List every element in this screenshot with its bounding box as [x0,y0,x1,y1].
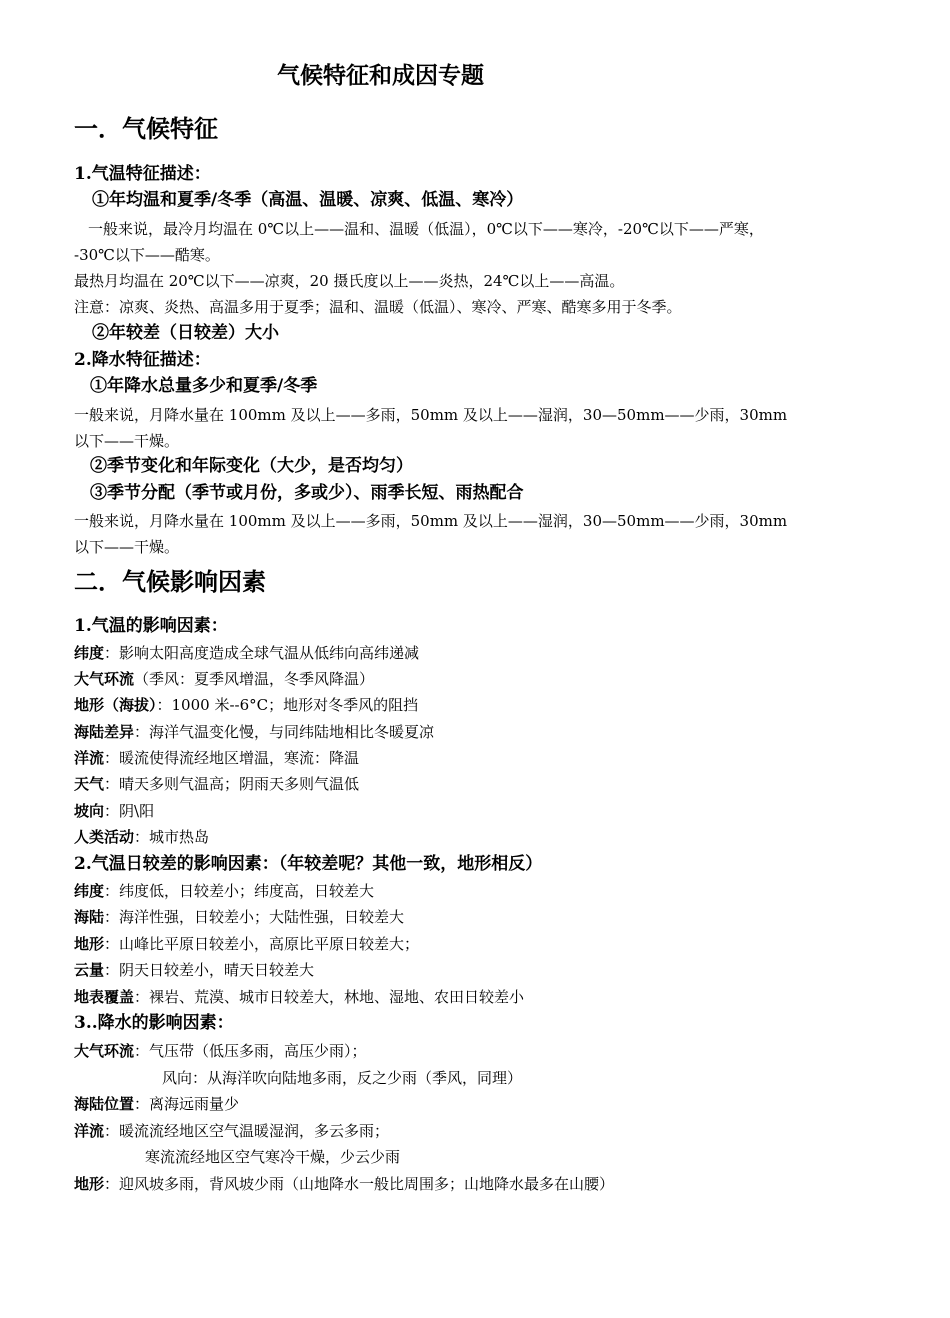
section-heading-climate-features: 一．气候特征 [74,114,218,143]
temp-factor-label: 天气 [74,775,105,793]
temp-factor-label: 纬度 [74,644,105,662]
precip-paragraph-1-line2: 以下——干燥。 [74,432,180,450]
temp-factor-text: ：海洋气温变化慢，与同纬陆地相比冬暖夏凉 [134,723,435,741]
temp-factor-item [74,804,154,819]
temp-factor-item [74,751,359,766]
precip-factor-text: ：暖流流经地区空气温暖湿润，多云多雨； [104,1122,390,1140]
precip-feature-sub1: ①年降水总量多少和夏季/冬季 [90,376,318,396]
temp-factor-item [74,777,359,792]
precip-feature-heading: 2.降水特征描述： [74,350,211,370]
precip-paragraph-2-line2: 以下——干燥。 [74,538,180,556]
temp-factor-label: 海陆差异 [74,723,135,741]
temp-factor-item [74,725,434,740]
temp-paragraph-2: 最热月均温在 20℃以下——凉爽，20 摄氏度以上——炎热，24℃以上——高温。 [74,272,625,290]
temp-factor-text: ：阴\阳 [104,802,155,820]
temp-factor-text: ：影响太阳高度造成全球气温从低纬向高纬递减 [104,644,420,662]
range-factor-text: ：裸岩、荒漠、城市日较差大，林地、湿地、农田日较差小 [134,988,525,1006]
range-factor-item [74,937,419,952]
temp-factor-label: 洋流 [74,749,105,767]
precip-factor-label: 大气环流 [74,1042,135,1060]
temp-factor-text: ：晴天多则气温高；阴雨天多则气温低 [104,775,360,793]
temp-factor-item [74,672,374,687]
temp-factor-label: 坡向 [74,802,105,820]
temp-factor-label: 地形（海拔） [74,696,157,714]
precip-factor-label: 地形 [74,1175,105,1193]
precip-factor-cold-current: 寒流流经地区空气寒冷干燥，少云少雨 [145,1148,401,1166]
range-factor-item [74,963,314,978]
temp-factor-text: （季风：夏季风增温，冬季风降温） [134,670,375,688]
precip-factor-text: ：离海远雨量少 [134,1095,240,1113]
temp-factor-text: ：暖流使得流经地区增温，寒流：降温 [104,749,360,767]
range-factor-text: ：山峰比平原日较差小，高原比平原日较差大； [104,935,420,953]
range-factor-label: 云量 [74,961,105,979]
temp-factor-item [74,698,418,713]
range-factor-item [74,884,374,899]
temp-note: 注意：凉爽、炎热、高温多用于夏季；温和、温暖（低温）、寒冷、严寒、酷寒多用于冬季。 [74,298,682,316]
temp-factor-item [74,646,419,661]
temp-feature-sub1: ①年均温和夏季/冬季（高温、温暖、凉爽、低温、寒冷） [92,190,524,210]
temp-factors-heading: 1.气温的影响因素： [74,616,228,636]
precip-factor-label: 海陆位置 [74,1095,135,1113]
precip-factor-sea-land [74,1097,239,1112]
temp-factor-label: 大气环流 [74,670,135,688]
temp-factor-label: 人类活动 [74,828,135,846]
precip-factor-wind-direction: 风向：从海洋吹向陆地多雨，反之少雨（季风，同理） [162,1069,523,1087]
temp-range-factors-heading: 2.气温日较差的影响因素：（年较差呢？其他一致，地形相反） [74,854,543,874]
temp-paragraph-1-line1: 一般来说，最冷月均温在 0℃以上——温和、温暖（低温），0℃以下——寒冷，-20℃以下——严寒， [88,220,764,238]
precip-factor-label: 洋流 [74,1122,105,1140]
precip-factor-circulation [74,1044,367,1059]
precip-feature-sub3: ③季节分配（季节或月份，多或少）、雨季长短、雨热配合 [90,483,524,503]
precip-paragraph-1-line1: 一般来说，月降水量在 100mm 及以上——多雨，50mm 及以上——湿润，30—50mm——少雨，30mm [74,406,788,424]
temp-factor-item [74,830,209,845]
precip-feature-sub2: ②季节变化和年际变化（大少，是否均匀） [90,456,413,476]
range-factor-text: ：海洋性强，日较差小；大陆性强，日较差大 [104,908,405,926]
range-factor-item [74,910,404,925]
range-factor-label: 地表覆盖 [74,988,135,1006]
range-factor-item [74,990,524,1005]
range-factor-text: ：纬度低，日较差小；纬度高，日较差大 [104,882,375,900]
precip-factor-text: ：气压带（低压多雨，高压少雨）； [134,1042,367,1060]
precip-factor-terrain [74,1177,614,1192]
temp-feature-heading: 1.气温特征描述： [74,164,211,184]
precip-paragraph-2-line1: 一般来说，月降水量在 100mm 及以上——多雨，50mm 及以上——湿润，30—50mm——少雨，30mm [74,512,788,530]
range-factor-label: 海陆 [74,908,105,926]
temp-feature-sub2: ②年较差（日较差）大小 [92,323,279,343]
precip-factors-heading: 3..降水的影响因素： [74,1013,234,1033]
section-heading-climate-factors: 二．气候影响因素 [74,567,266,596]
range-factor-label: 地形 [74,935,105,953]
precip-factor-text: ：迎风坡多雨，背风坡少雨（山地降水一般比周围多；山地降水最多在山腰） [104,1175,615,1193]
temp-paragraph-1-line2: -30℃以下——酷寒。 [74,246,220,264]
precip-factor-ocean-current [74,1124,389,1139]
temp-factor-text: ：城市热岛 [134,828,210,846]
range-factor-label: 纬度 [74,882,105,900]
temp-factor-text: ：1000 米--6°C；地形对冬季风的阻挡 [156,696,419,714]
page-title: 气候特征和成因专题 [277,62,484,89]
range-factor-text: ：阴天日较差小，晴天日较差大 [104,961,315,979]
